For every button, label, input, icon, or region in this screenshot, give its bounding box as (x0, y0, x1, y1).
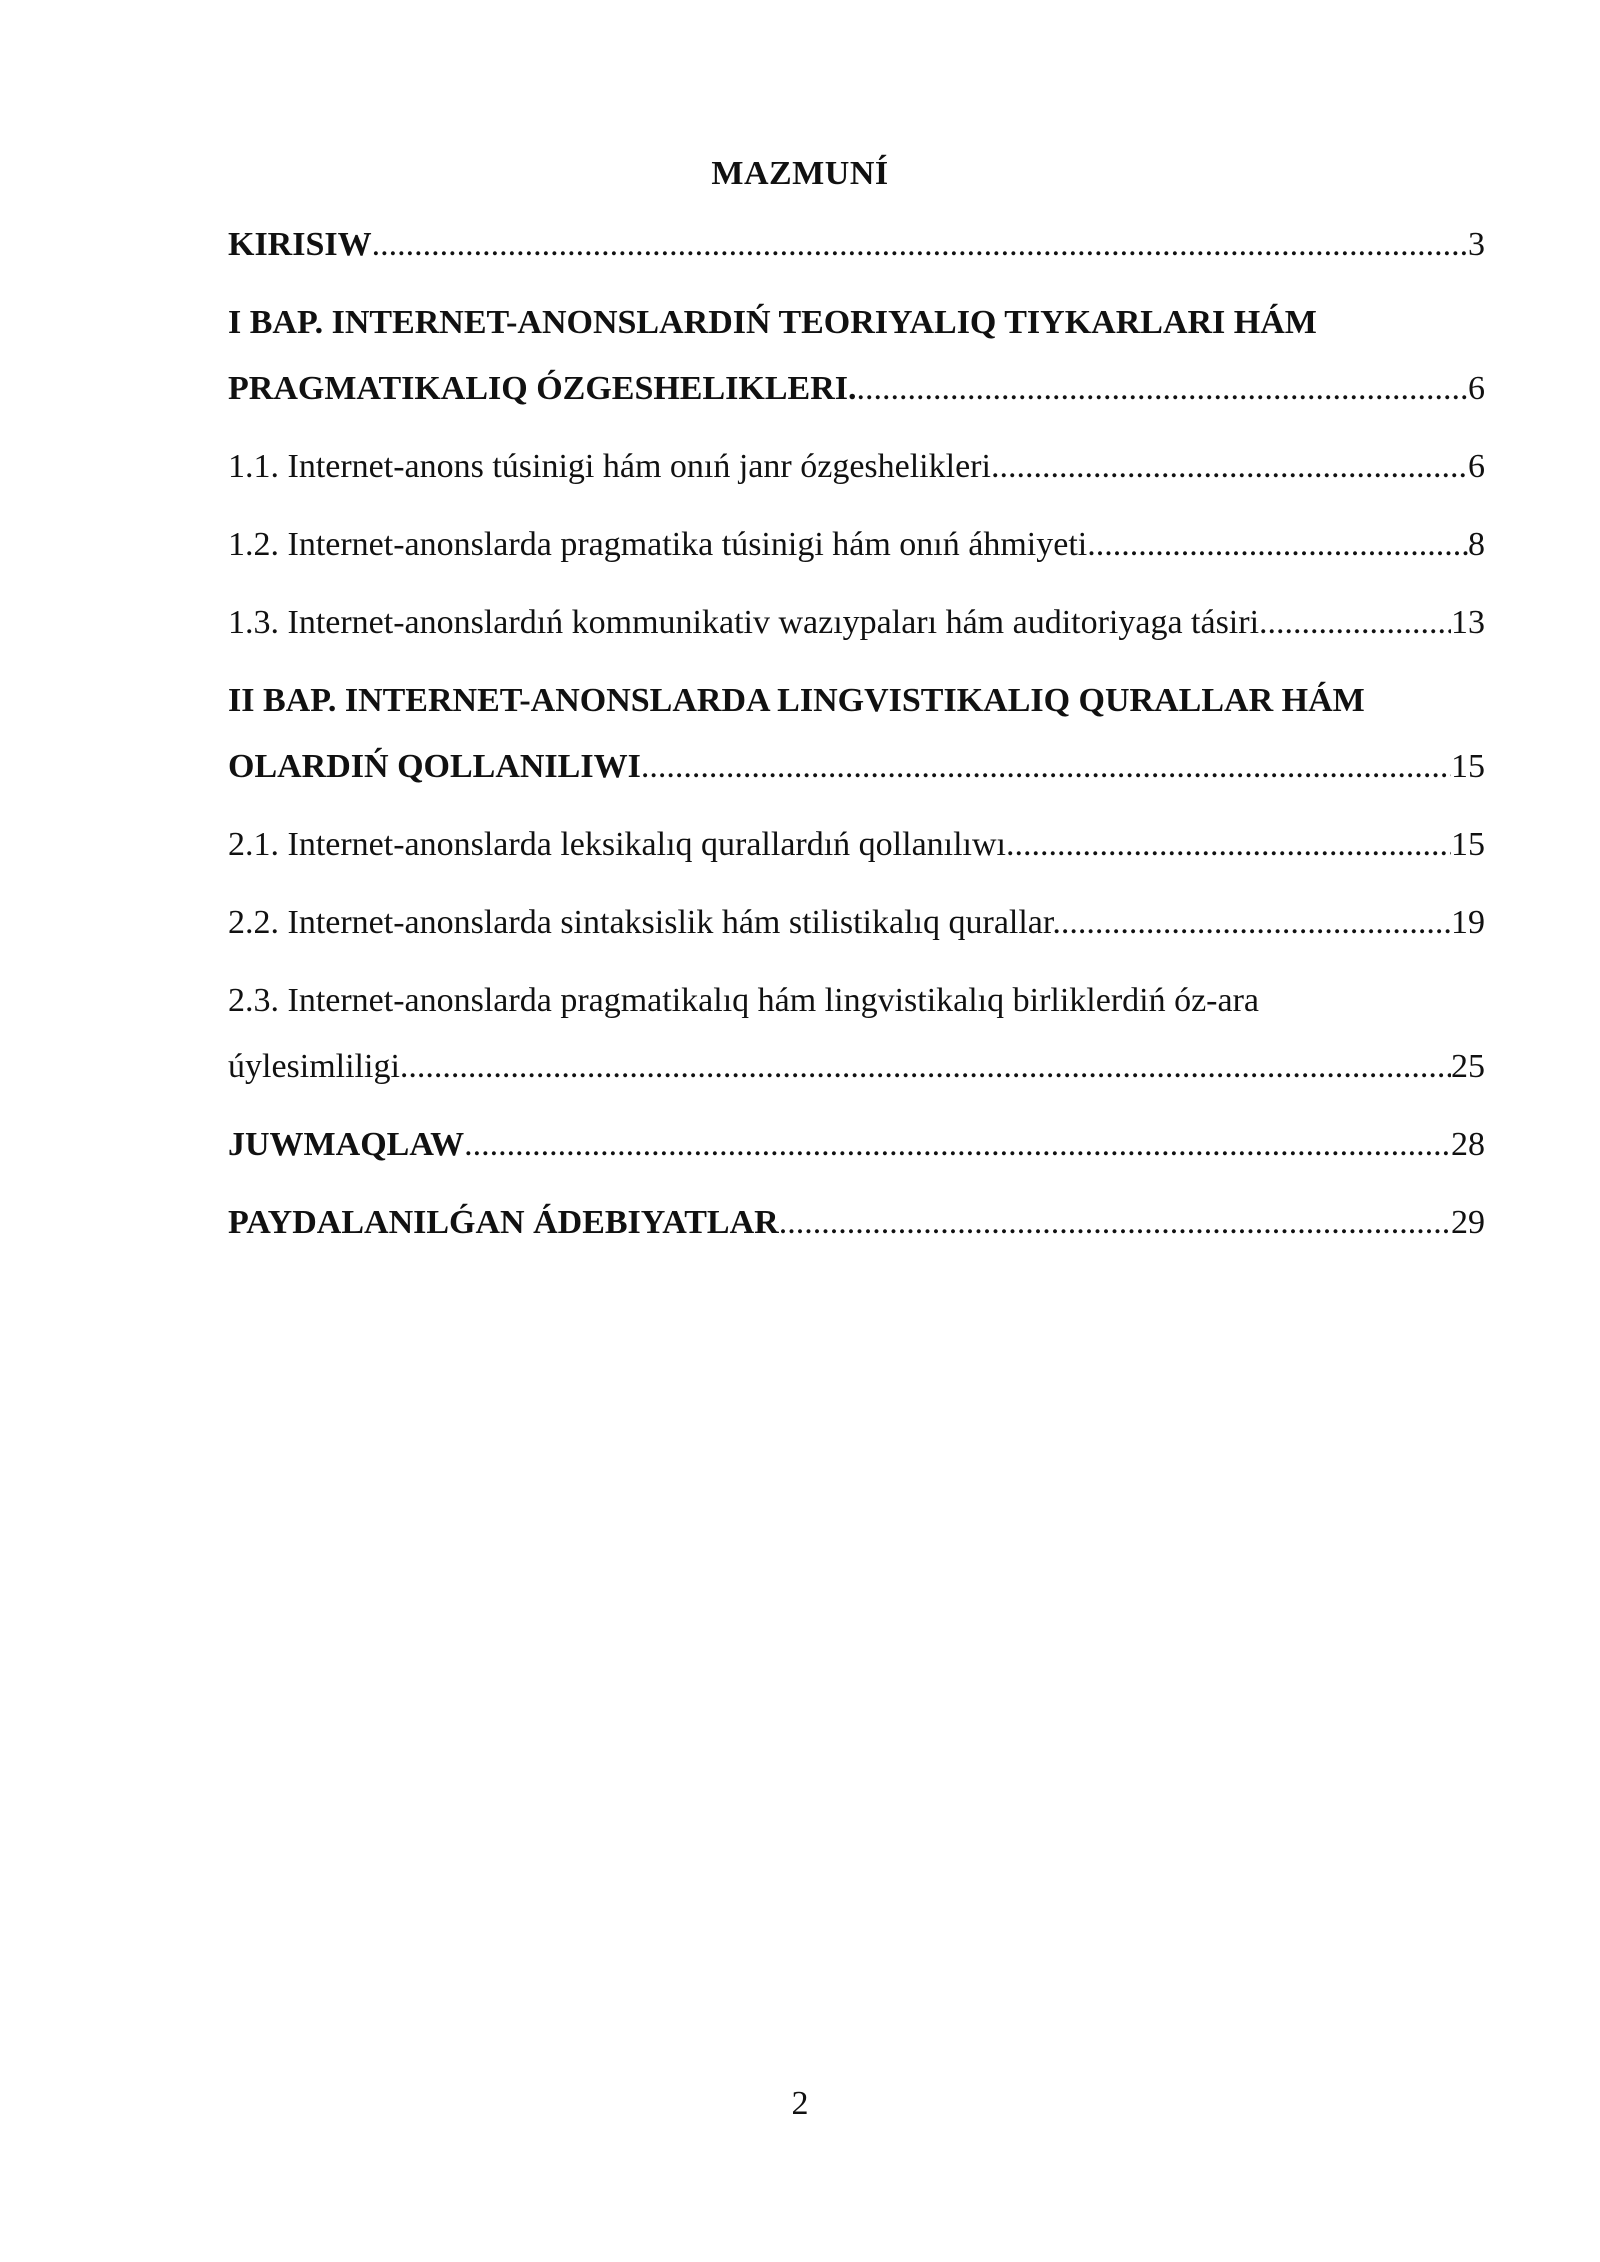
toc-entry-title-line1: II BAP. INTERNET-ANONSLARDA LINGVISTIKALIQ QURALLAR HÁM (228, 682, 1365, 719)
toc-entry-section-2-2[interactable] (228, 890, 1485, 956)
toc-entry-title-line1: I BAP. INTERNET-ANONSLARDIŃ TEORIYALIQ TIYKARLARI HÁM (228, 304, 1317, 341)
dot-leader (464, 1112, 1451, 1178)
toc-entry-section-2-1[interactable] (228, 812, 1485, 878)
toc-entry-title-line2: úylesimliligi (228, 1048, 400, 1085)
toc-entry-page: 19 (1451, 904, 1485, 941)
toc-entry-page: 29 (1451, 1204, 1485, 1241)
toc-entry-page: 28 (1451, 1126, 1485, 1163)
dot-leader (400, 1034, 1451, 1100)
toc-entry-title: 1.2. Internet-anonslarda pragmatika túsinigi hám onıń áhmiyeti. (228, 526, 1096, 563)
toc-entry-chapter-2[interactable] (228, 668, 1485, 800)
toc-entry-title: 1.3. Internet-anonslardıń kommunikativ wazıypaları hám auditoriyaga tásiri (228, 604, 1260, 641)
dot-leader (1061, 890, 1451, 956)
dot-leader (641, 734, 1451, 800)
toc-entry-page: 25 (1451, 1048, 1485, 1085)
toc-entry-chapter-1[interactable] (228, 290, 1485, 422)
toc-entry-title: KIRISIW (228, 226, 372, 263)
dot-leader (857, 356, 1469, 422)
toc-entry-conclusion[interactable] (228, 1112, 1485, 1178)
toc-entry-title-line1: 2.3. Internet-anonslarda pragmatikalıq hám lingvistikalıq birliklerdiń óz-ara (228, 982, 1260, 1019)
toc-entry-title-line2: PRAGMATIKALIQ ÓZGESHELIKLERI. (228, 370, 857, 407)
toc-entry-title-line2: OLARDIŃ QOLLANILIWI (228, 748, 641, 785)
page-number: 2 (791, 2085, 809, 2122)
toc-entry-section-1-3[interactable] (228, 590, 1485, 656)
dot-leader (1259, 590, 1451, 656)
toc-entry-page: 13 (1451, 604, 1485, 641)
toc-entry-introduction[interactable] (228, 212, 1485, 278)
toc-entry-title: JUWMAQLAW (228, 1126, 465, 1163)
toc-entry-page: 3 (1468, 226, 1485, 263)
toc-entry-title: 2.2. Internet-anonslarda sintaksislik hám stilistikalıq qurallar. (228, 904, 1061, 941)
toc-entry-title: 1.1. Internet-anons túsinigi hám onıń janr ózgeshelikleri (228, 448, 991, 485)
dot-leader (779, 1190, 1451, 1256)
toc-entry-references[interactable] (228, 1190, 1485, 1256)
toc-entry-title: 2.1. Internet-anonslarda leksikalıq qurallardıń qollanılıwı (228, 826, 1006, 863)
toc-entry-section-2-3[interactable] (228, 968, 1485, 1100)
toc-entry-section-1-2[interactable] (228, 512, 1485, 578)
table-of-contents (228, 212, 1485, 1256)
toc-entry-page: 15 (1451, 826, 1485, 863)
toc-entry-section-1-1[interactable] (228, 434, 1485, 500)
dot-leader (372, 212, 1468, 278)
toc-entry-page: 8 (1468, 526, 1485, 563)
toc-entry-page: 6 (1468, 448, 1485, 485)
toc-entry-page: 6 (1468, 370, 1485, 407)
toc-entry-page: 15 (1451, 748, 1485, 785)
toc-entry-title: PAYDALANILǴAN ÁDEBIYATLAR (228, 1204, 779, 1241)
dot-leader (1096, 512, 1468, 578)
toc-title: MAZMUNÍ (711, 155, 889, 192)
dot-leader (1006, 812, 1451, 878)
dot-leader (991, 434, 1468, 500)
